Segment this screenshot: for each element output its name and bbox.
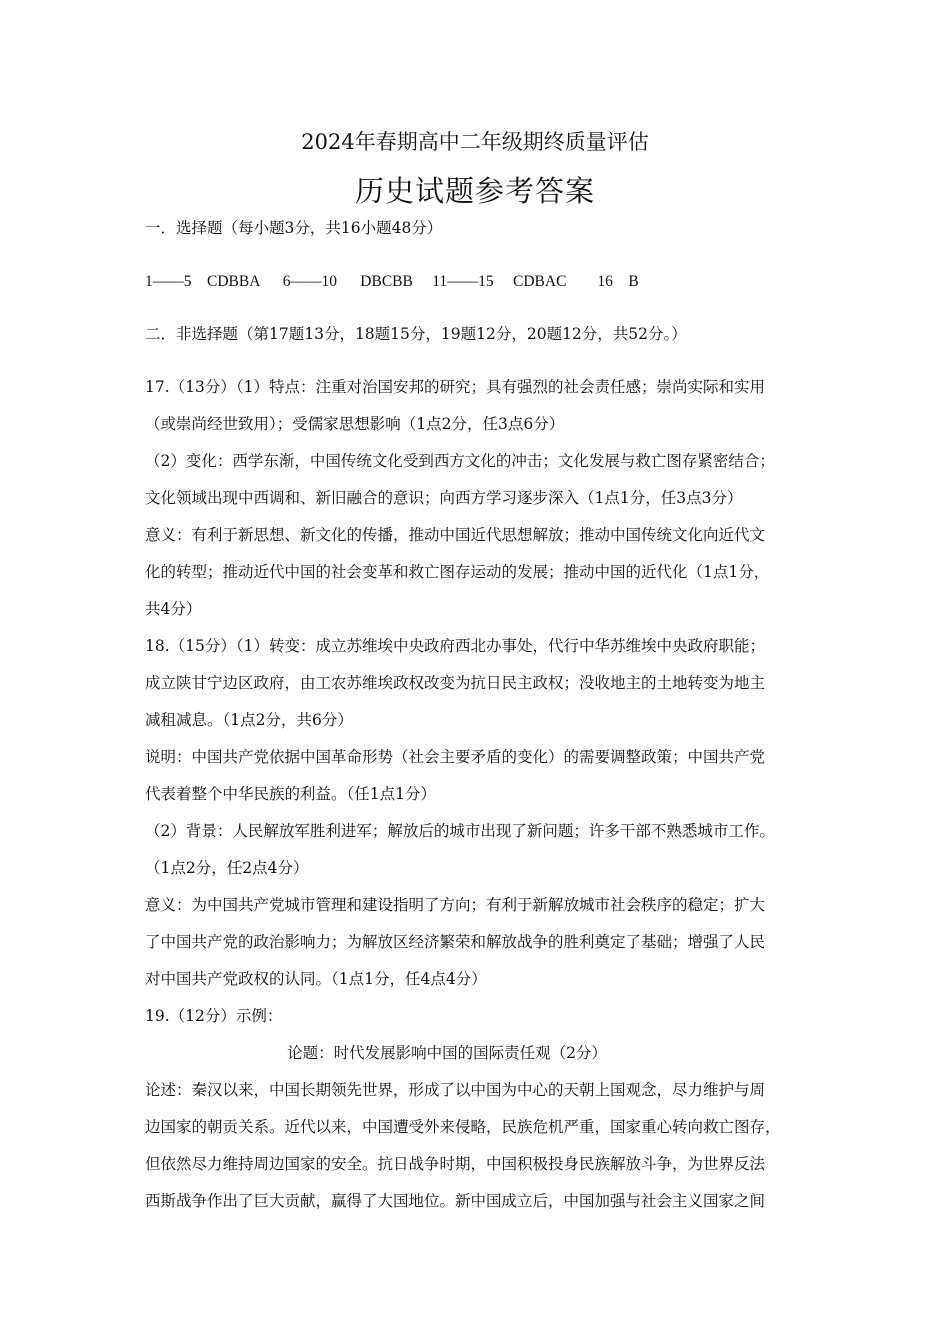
q19-line-5: 但依然尽力维持周边国家的安全。抗日战争时期，中国积极投身民族解放斗争，为世界反法 — [145, 1155, 766, 1173]
q17-line-3: （2）变化：西学东渐，中国传统文化受到西方文化的冲击；文化发展与救亡图存紧密结合； — [145, 452, 775, 470]
q18-line-5: 代表着整个中华民族的利益。（任1点1分） — [145, 785, 436, 803]
q19-line-1: 19.（12分）示例： — [145, 1007, 283, 1025]
q18-line-7: （1点2分，任2点4分） — [145, 859, 309, 877]
q17-line-6: 化的转型；推动近代中国的社会变革和救亡图存运动的发展；推动中国的近代化（1点1分， — [145, 563, 770, 581]
q18-line-9: 了中国共产党的政治影响力；为解放区经济繁荣和解放战争的胜利奠定了基础；增强了人民 — [145, 933, 766, 951]
q17-line-7: 共4分） — [145, 600, 202, 618]
q19-line-4: 边国家的朝贡关系。近代以来，中国遭受外来侵略，民族危机严重，国家重心转向救亡图存， — [145, 1118, 781, 1136]
answer-body — [145, 210, 809, 1220]
q18-line-3: 减租减息。（1点2分，共6分） — [145, 711, 353, 729]
q17-line-5: 意义：有利于新思想、新文化的传播，推动中国近代思想解放；推动中国传统文化向近代文 — [145, 526, 766, 544]
q17-line-1: 17.（13分）（1）特点：注重对治国安邦的研究；具有强烈的社会责任感；崇尚实际和实用 — [145, 378, 765, 396]
q18-line-8: 意义：为中国共产党城市管理和建设指明了方向；有利于新解放城市社会秩序的稳定；扩大 — [145, 896, 766, 914]
q17-line-2: （或崇尚经世致用）；受儒家思想影响（1点2分，任3点6分） — [145, 415, 565, 433]
section2-heading: 二．非选择题（第17题13分，18题15分，19题12分，20题12分，共52分。） — [145, 325, 687, 343]
choice-answers: 1——5 CDBBA 6——10 DBCBB 11——15 CDBAC 16 B — [145, 273, 639, 290]
q18-line-1: 18.（15分）（1）转变：成立苏维埃中央政府西北办事处，代行中华苏维埃中央政府职能； — [145, 637, 765, 655]
q18-line-6: （2）背景：人民解放军胜利进军；解放后的城市出现了新问题；许多干部不熟悉城市工作。 — [145, 822, 775, 840]
section1-heading: 一．选择题（每小题3分，共16小题48分） — [145, 219, 443, 237]
exam-title: 2024年春期高中二年级期终质量评估 — [301, 130, 649, 154]
answer-key-title: 历史试题参考答案 — [354, 174, 595, 208]
q18-line-10: 对中国共产党政权的认同。（1点1分，任4点4分） — [145, 970, 487, 988]
q19-thesis: 论题：时代发展影响中国的国际责任观（2分） — [287, 1044, 607, 1062]
q17-line-4: 文化领域出现中西调和、新旧融合的意识；向西方学习逐步深入（1点1分，任3点3分） — [145, 489, 743, 507]
q19-line-3: 论述：秦汉以来，中国长期领先世界，形成了以中国为中心的天朝上国观念，尽力维护与周 — [145, 1081, 766, 1099]
q18-line-2: 成立陕甘宁边区政府，由工农苏维埃政权改变为抗日民主政权；没收地主的土地转变为地主 — [145, 674, 766, 692]
q19-line-6: 西斯战争作出了巨大贡献，赢得了大国地位。新中国成立后，中国加强与社会主义国家之间 — [145, 1192, 766, 1210]
q18-line-4: 说明：中国共产党依据中国革命形势（社会主要矛盾的变化）的需要调整政策；中国共产党 — [145, 748, 766, 766]
